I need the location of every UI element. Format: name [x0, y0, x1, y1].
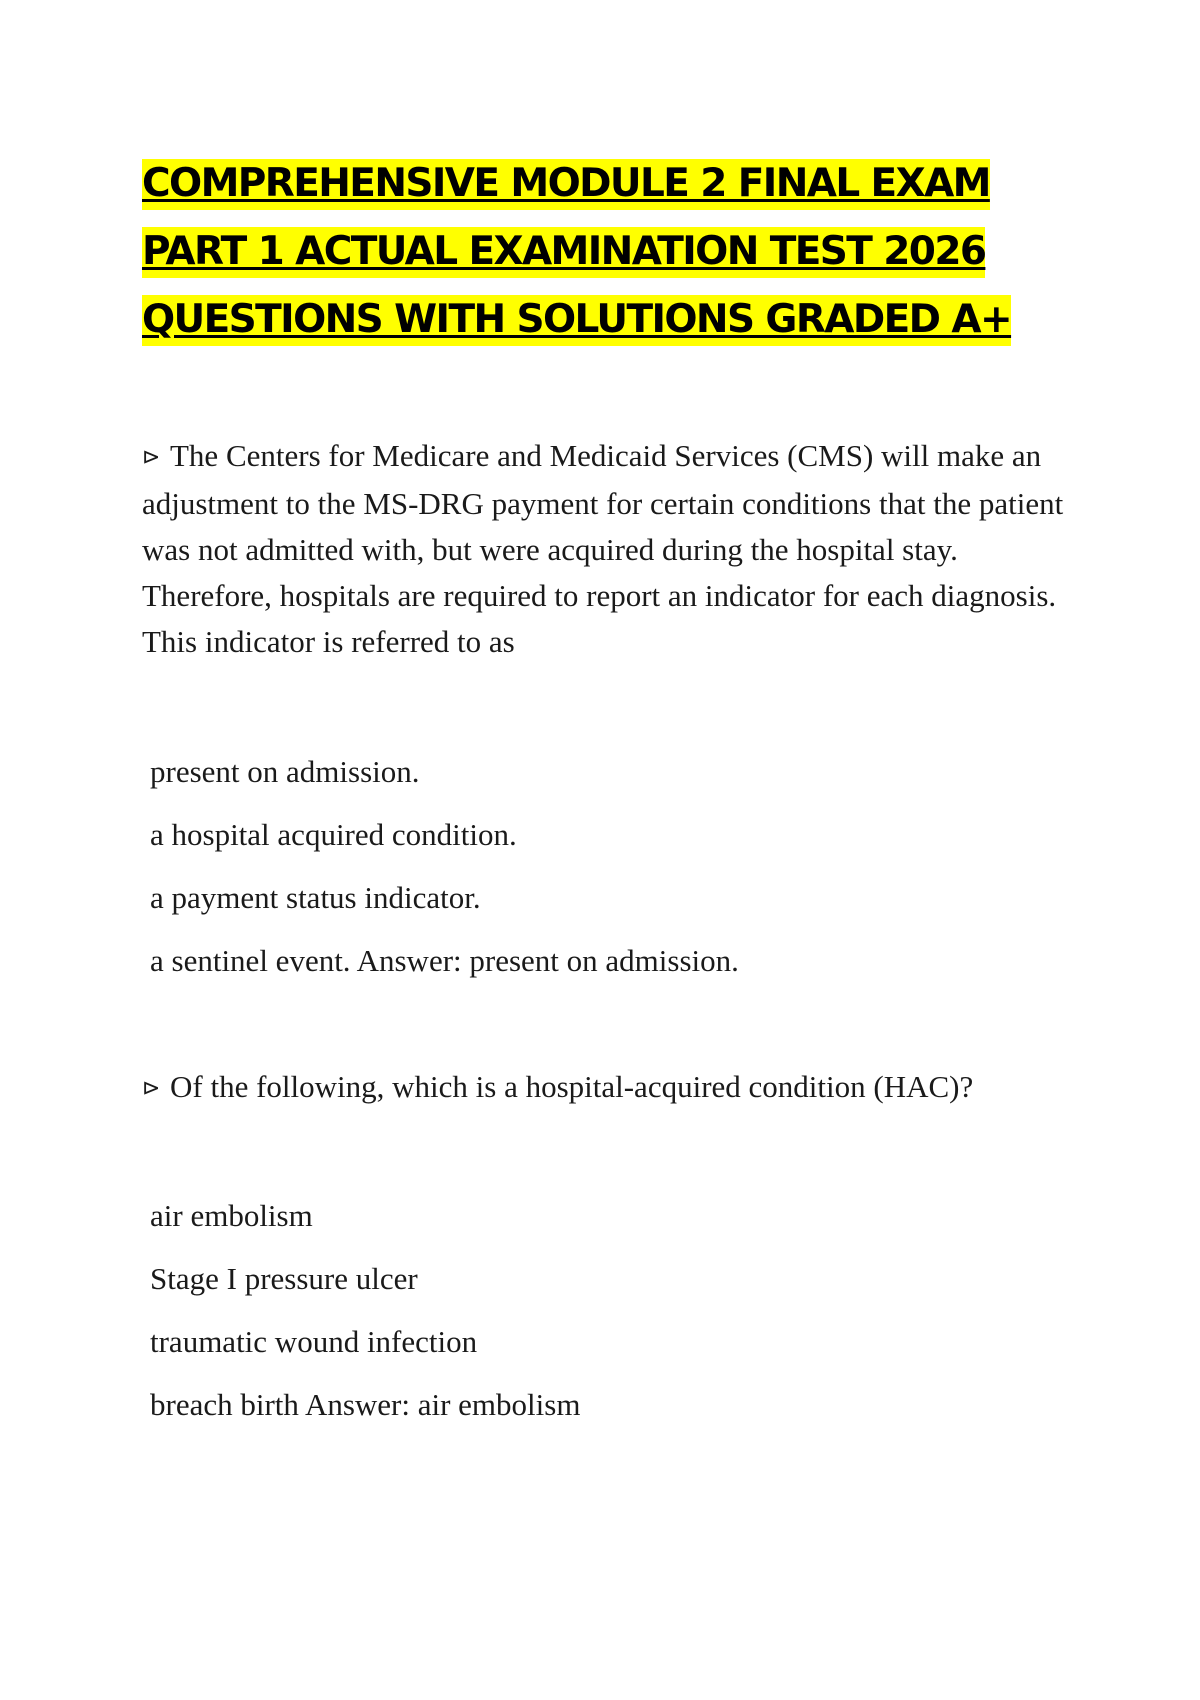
question-1-option: a payment status indicator.	[150, 880, 481, 915]
question-arrow-icon: ⊳	[142, 445, 161, 470]
title-line: COMPREHENSIVE MODULE 2 FINAL EXAM	[142, 150, 1082, 218]
title-line: PART 1 ACTUAL EXAMINATION TEST 2026	[142, 218, 1082, 286]
question-2-option: traumatic wound infection	[150, 1324, 478, 1359]
question-arrow-icon: ⊳	[142, 1076, 161, 1101]
question-2-option: Stage I pressure ulcer	[150, 1261, 418, 1296]
question-2-text: Of the following, which is a hospital-acquired condition (HAC)?	[170, 1069, 974, 1104]
question-1-text: The Centers for Medicare and Medicaid Services (CMS) will make an adjustment to the MS-DRG payment for certain conditions that the patient was not admitted with, but were acquired during the hospital stay. Therefore, hospitals are required to report an indicator for each diagnosis. This indicator is referred to as	[142, 438, 1064, 659]
title-line: QUESTIONS WITH SOLUTIONS GRADED A+	[142, 286, 1082, 354]
question-1-option: present on admission.	[150, 754, 420, 789]
question-1-option-answer: a sentinel event. Answer: present on admission.	[150, 943, 739, 978]
question-2-option: air embolism	[150, 1198, 313, 1233]
question-2	[142, 1064, 1082, 1112]
document-title	[142, 150, 1082, 354]
question-1	[142, 433, 1082, 665]
question-2-option-answer: breach birth Answer: air embolism	[150, 1387, 581, 1422]
question-1-option: a hospital acquired condition.	[150, 817, 517, 852]
